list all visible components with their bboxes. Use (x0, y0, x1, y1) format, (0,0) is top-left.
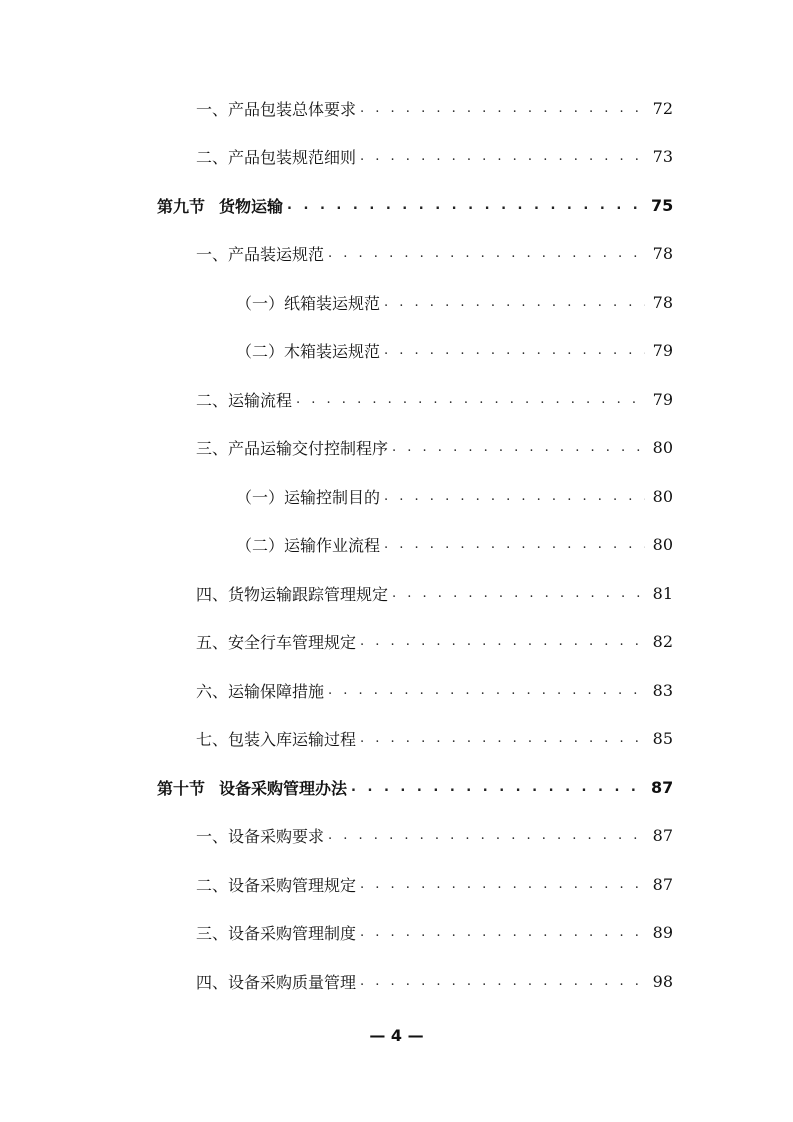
toc-section-title: 货物运输 (219, 196, 284, 216)
toc-leader-dots (351, 780, 645, 795)
toc-entry-label: 一、产品装运规范 (196, 245, 325, 264)
toc-page-number: 82 (652, 632, 673, 651)
toc-page-number: 85 (652, 729, 673, 748)
toc-entry-label: 七、包装入库运输过程 (196, 730, 357, 749)
toc-entry[interactable] (196, 967, 673, 995)
toc-entry[interactable] (196, 676, 673, 704)
toc-entry-label: （一）纸箱装运规范 (236, 293, 381, 313)
toc-page-number: 98 (652, 971, 673, 991)
toc-entry-label: （二）木箱装运规范 (236, 342, 381, 361)
toc-leader-dots (328, 683, 645, 698)
toc-leader-dots (287, 198, 645, 213)
toc-leader-dots (360, 731, 645, 746)
toc-leader-dots (384, 537, 645, 552)
toc-page-number: 80 (652, 535, 673, 554)
toc-entry[interactable] (236, 288, 673, 316)
toc-page-number: 75 (651, 195, 674, 215)
toc-leader-dots (360, 149, 645, 164)
toc-leader-dots (384, 489, 645, 504)
toc-entry-label: 第十节 (157, 778, 206, 798)
toc-entry[interactable] (196, 822, 673, 850)
toc-page-number: 87 (651, 777, 674, 797)
toc-leader-dots (360, 925, 645, 940)
toc-entry[interactable] (196, 385, 673, 413)
toc-page-number: 79 (652, 341, 673, 360)
toc-section-heading[interactable] (157, 191, 673, 219)
toc-entry[interactable] (196, 628, 673, 656)
page-number: — 4 — (369, 1026, 424, 1045)
toc-page-number: 72 (652, 98, 673, 118)
toc-entry-label: 五、安全行车管理规定 (196, 633, 357, 652)
toc-page-number: 80 (652, 438, 673, 457)
toc-entry-label: 一、产品包装总体要求 (196, 99, 357, 119)
toc-page-number: 78 (652, 244, 673, 263)
toc-leader-dots (360, 974, 645, 989)
toc-entry-label: 三、产品运输交付控制程序 (196, 439, 389, 458)
toc-leader-dots (296, 392, 645, 407)
toc-leader-dots (328, 246, 645, 261)
toc-entry[interactable] (196, 240, 673, 268)
toc-page-number: 79 (652, 389, 673, 409)
toc-entry[interactable] (196, 143, 673, 171)
toc-entry[interactable] (196, 870, 673, 898)
toc-entry-label: 二、设备采购管理规定 (196, 875, 357, 895)
toc-entry[interactable] (196, 579, 673, 607)
toc-entry-label: 六、运输保障措施 (196, 681, 325, 701)
toc-leader-dots (392, 440, 645, 455)
toc-entry-label: 二、产品包装规范细则 (196, 148, 357, 167)
toc-entry[interactable] (196, 919, 673, 947)
toc-entry-label: 二、运输流程 (196, 390, 293, 410)
toc-entry-label: （二）运输作业流程 (236, 536, 381, 555)
toc-entry-label: 四、货物运输跟踪管理规定 (196, 584, 389, 604)
toc-page-number: 78 (652, 292, 673, 312)
toc-entry-label: 三、设备采购管理制度 (196, 924, 357, 943)
toc-entry[interactable] (196, 434, 673, 462)
toc-section-title: 设备采购管理办法 (219, 778, 348, 798)
toc-leader-dots (360, 634, 645, 649)
toc-leader-dots (384, 343, 645, 358)
toc-entry-label: 一、设备采购要求 (196, 827, 325, 846)
toc-leader-dots (384, 295, 645, 310)
toc-entry[interactable] (236, 337, 673, 365)
toc-page-number: 83 (652, 680, 673, 700)
toc-page-number: 87 (652, 874, 673, 894)
toc-leader-dots (360, 101, 645, 116)
toc-entry-label: 四、设备采购质量管理 (196, 972, 357, 992)
toc-leader-dots (392, 586, 645, 601)
toc-entry[interactable] (236, 482, 673, 510)
toc-page-number: 81 (652, 583, 673, 603)
toc-page-number: 89 (652, 923, 673, 942)
toc-entry-label: 第九节 (157, 196, 206, 216)
toc-leader-dots (328, 828, 645, 843)
toc-leader-dots (360, 877, 645, 892)
toc-entry-label: （一）运输控制目的 (236, 487, 381, 507)
toc-entry[interactable] (196, 94, 673, 122)
toc-entry[interactable] (196, 725, 673, 753)
toc-page-number: 73 (652, 147, 673, 166)
toc-page-number: 80 (652, 486, 673, 506)
toc-entry[interactable] (236, 531, 673, 559)
toc-section-heading[interactable] (157, 773, 673, 801)
toc-page-number: 87 (652, 826, 673, 845)
